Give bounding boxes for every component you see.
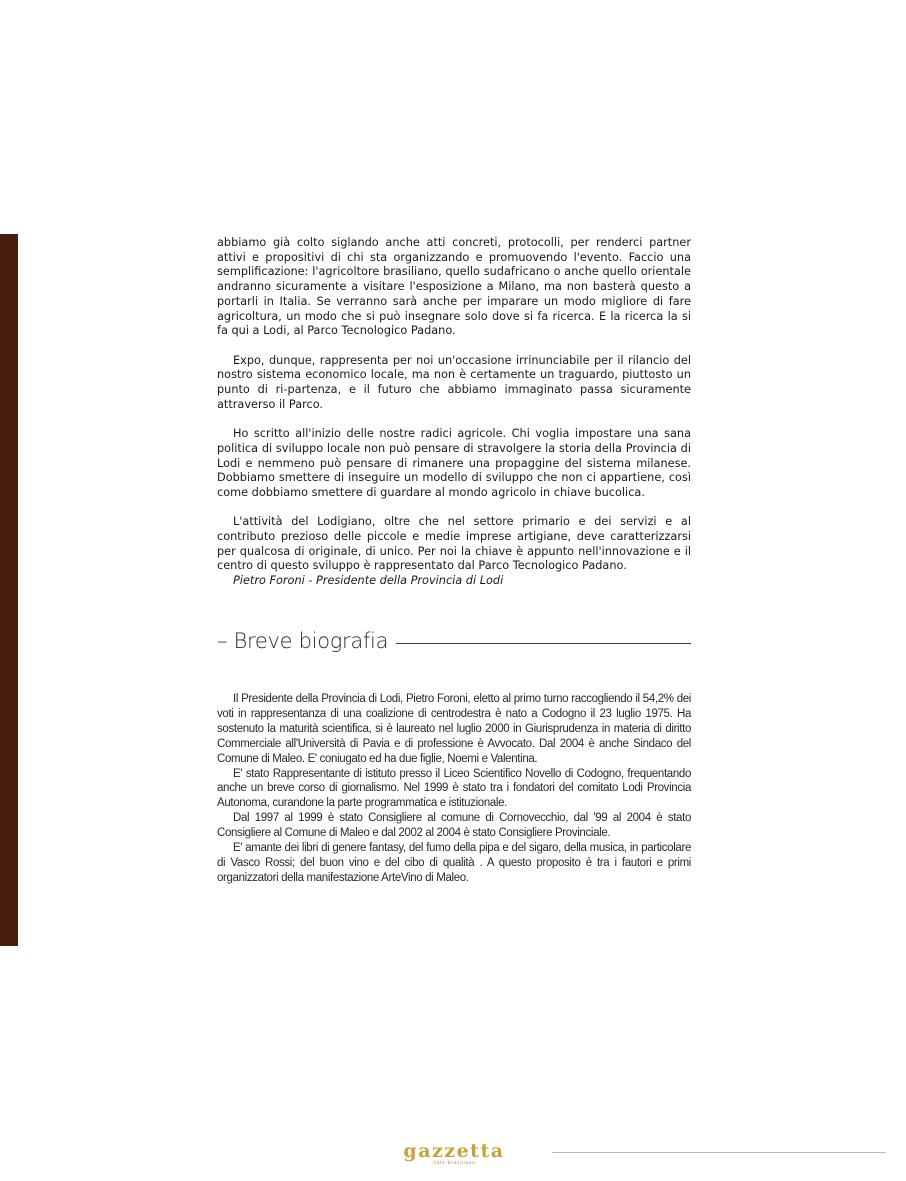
article-paragraph: Ho scritto all'inizio delle nostre radici agricole. Chi voglia impostare una sana politica di sviluppo locale non può pensare di stravolgere la storia della Provincia di Lodi e nemmeno può pensare di rimanere una propaggine del sistema milanese. Dobbiamo smettere di inseguire un modello di sviluppo che non ci appartiene, così come dobbiamo smettere di guardare al mondo agricolo in chiave bucolica.: [217, 427, 691, 499]
side-accent-bar: [0, 234, 18, 946]
gazzetta-logo: [398, 1141, 510, 1167]
article-paragraph: Expo, dunque, rappresenta per noi un'occasione irrinunciabile per il rilancio del nostro sistema economico locale, ma non è certamente un traguardo, piuttosto un punto di ri-partenza, e il futuro che abbiamo immaginato passa sicuramente attraverso il Parco.: [217, 353, 691, 411]
bio-paragraph: Dal 1997 al 1999 è stato Consigliere al comune di Cornovecchio, dal '99 al 2004 è stato Consigliere al Comune di Maleo e dal 2002 al 2004 è stato Consigliere Provinciale.: [217, 812, 691, 840]
footer-divider: [552, 1152, 886, 1153]
article-paragraph: L'attività del Lodigiano, oltre che nel settore primario e dei servizi e al contributo prezioso delle piccole e medie imprese artigiane, deve caratterizzarsi per qualcosa di originale, di unico. Per noi la chiave è appunto nell'innovazione e il centro di questo sviluppo è rappresentato dal Parco Tecnologico Padano.: [217, 515, 691, 573]
bio-paragraph: Il Presidente della Provincia di Lodi, Pietro Foroni, eletto al primo turno raccogliendo il 54,2% dei voti in rappresentanza di una coalizione di centrodestra è nato a Codogno il 23 luglio 1975. Ha sostenuto la maturità scientifica, si è laureato nel luglio 2000 in Giurisprudenza in materia di diritto Commerciale all'Università di Pavia e di professione è Avvocato. Dal 2004 è anche Sindaco del Comune di Maleo. E' coniugato ed ha due figlie, Noemi e Valentina.: [217, 693, 691, 765]
heading-rule: [396, 643, 691, 644]
author-signature: Pietro Foroni - Presidente della Provincia di Lodi: [233, 574, 504, 588]
article-paragraph: abbiamo già colto siglando anche atti concreti, protocolli, per renderci partner attivi e propositivi di chi sta organizzando e promuovendo l'evento. Faccio una semplificazione: l'agricoltore brasiliano, quello sudafricano o anche quello orientale andranno sicuramente a visitare l'esposizione a Milano, ma non basterà questo a portarli in Italia. Se verranno sarà anche per imparare un modo migliore di fare agricoltura, un modo che si può insegnare solo dove si fa ricerca. E la ricerca la si fa qui a Lodi, al Parco Tecnologico Padano.: [217, 236, 691, 338]
section-heading: [217, 626, 691, 656]
bio-paragraph: E' stato Rappresentante di istituto presso il Liceo Scientifico Novello di Codogno, frequentando anche un breve corso di giornalismo. Nel 1999 è stato tra i fondatori del comitato Lodi Provincia Autonoma, curandone la parte programmatica e istituzionale.: [217, 767, 691, 810]
logo-subtitle: italo-brasiliana: [432, 1161, 476, 1166]
section-title: – Breve biografia: [217, 629, 389, 653]
article-body: [217, 236, 691, 604]
bio-paragraph: E' amante dei libri di genere fantasy, del fumo della pipa e del sigaro, della musica, in particolare di Vasco Rossi; del buon vino e del cibo di qualità . A questo proposito è tra i fautori e primi organizzatori della manifestazione ArteVino di Maleo.: [217, 842, 691, 884]
logo-wordmark: gazzetta: [403, 1140, 505, 1162]
biography-body: [217, 692, 691, 886]
